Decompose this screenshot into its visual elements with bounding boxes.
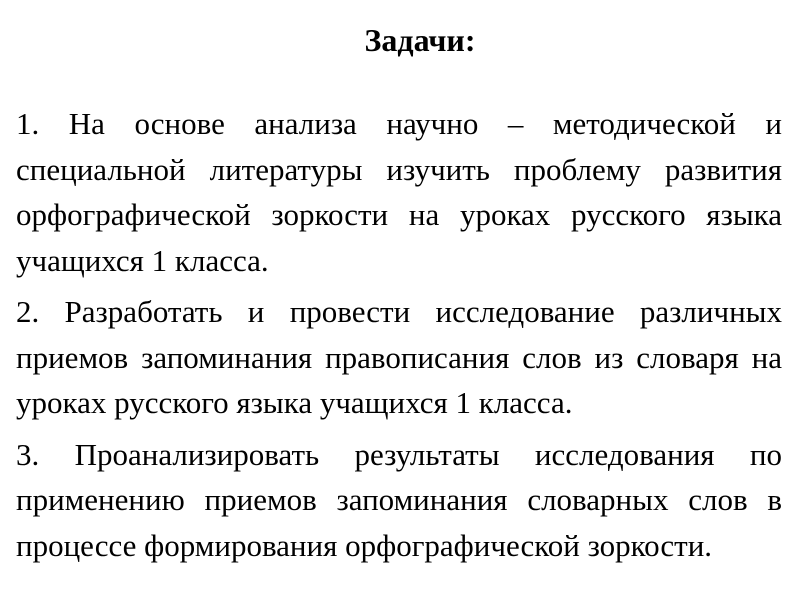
slide-title: Задачи: — [364, 22, 476, 58]
task-item-1: 1. На основе анализа научно – методической и специальной литературы изучить проблему развития орфографической зоркости на уроках русского языка учащихся 1 класса. — [16, 106, 782, 278]
task-item-3: 3. Проанализировать результаты исследования по применению приемов запоминания словарных слов в процессе формирования орфографической зоркости. — [16, 436, 782, 563]
task-list — [16, 101, 782, 574]
task-item-2: 2. Разработать и провести исследование различных приемов запоминания правописания слов из словаря на уроках русского языка учащихся 1 класса. — [16, 294, 782, 420]
